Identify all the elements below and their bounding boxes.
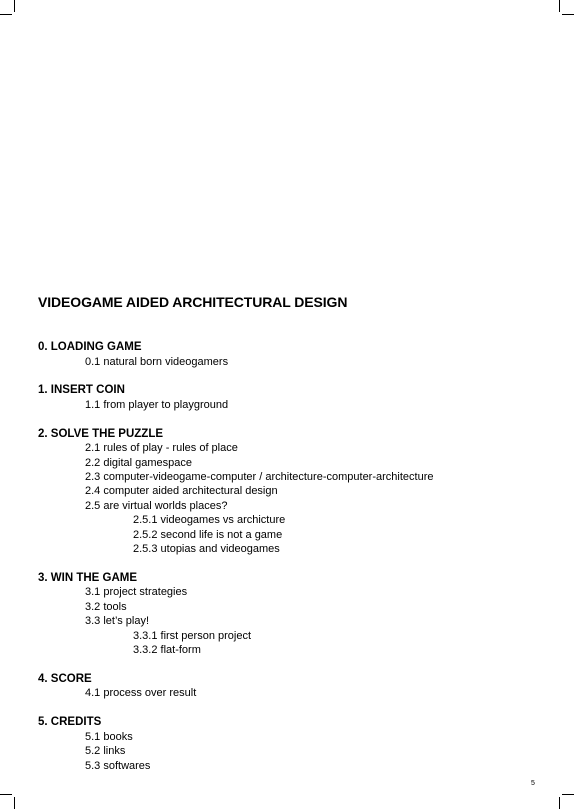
crop-mark-top-left-h [0,14,12,15]
toc-entry: 2.5.1 videogames vs archicture [133,514,286,527]
toc-entry: 5.2 links [85,745,126,758]
toc-section [38,383,538,412]
toc-entry: 2.5 are virtual worlds places? [85,499,228,512]
toc-section-title: 5. CREDITS [38,716,102,729]
crop-mark-bottom-right-h [562,794,574,795]
toc-entry: 2.4 computer aided architectural design [85,485,278,498]
document-title: VIDEOGAME AIDED ARCHITECTURAL DESIGN [38,294,348,310]
page-number: 5 [531,780,535,787]
crop-mark-bottom-left [14,797,15,809]
toc-entry: 2.3 computer-videogame-computer / architecture-computer-architecture [85,471,434,484]
crop-mark-top-right [559,0,560,12]
table-of-contents [38,340,538,787]
toc-entry: 3.3.2 flat-form [133,643,201,656]
toc-section [38,427,538,557]
toc-entry: 2.2 digital gamespace [85,456,193,469]
toc-entry: 0.1 natural born videogamers [85,355,229,368]
crop-mark-bottom-left-h [0,794,12,795]
crop-mark-top-right-h [562,14,574,15]
toc-section-title: 1. INSERT COIN [38,384,125,397]
toc-entry: 5.3 softwares [85,759,151,772]
crop-mark-top-left [14,0,15,12]
toc-section [38,715,538,773]
crop-mark-bottom-right [559,797,560,809]
toc-entry: 2.5.3 utopias and videogames [133,543,280,556]
toc-entry: 4.1 process over result [85,687,197,700]
toc-entry: 1.1 from player to playground [85,398,229,411]
toc-section [38,571,538,657]
toc-entry: 2.1 rules of play - rules of place [85,442,238,455]
toc-section-title: 4. SCORE [38,672,92,685]
toc-entry: 3.3 let’s play! [85,615,150,628]
toc-section-title: 2. SOLVE THE PUZZLE [38,427,164,440]
toc-entry: 3.2 tools [85,600,127,613]
toc-entry: 3.3.1 first person project [133,629,252,642]
toc-entry: 3.1 project strategies [85,586,188,599]
toc-entry: 5.1 books [85,730,133,743]
toc-section-title: 3. WIN THE GAME [38,571,138,584]
toc-section [38,672,538,701]
toc-section [38,340,538,369]
toc-entry: 2.5.2 second life is not a game [133,528,283,541]
toc-section-title: 0. LOADING GAME [38,341,142,353]
